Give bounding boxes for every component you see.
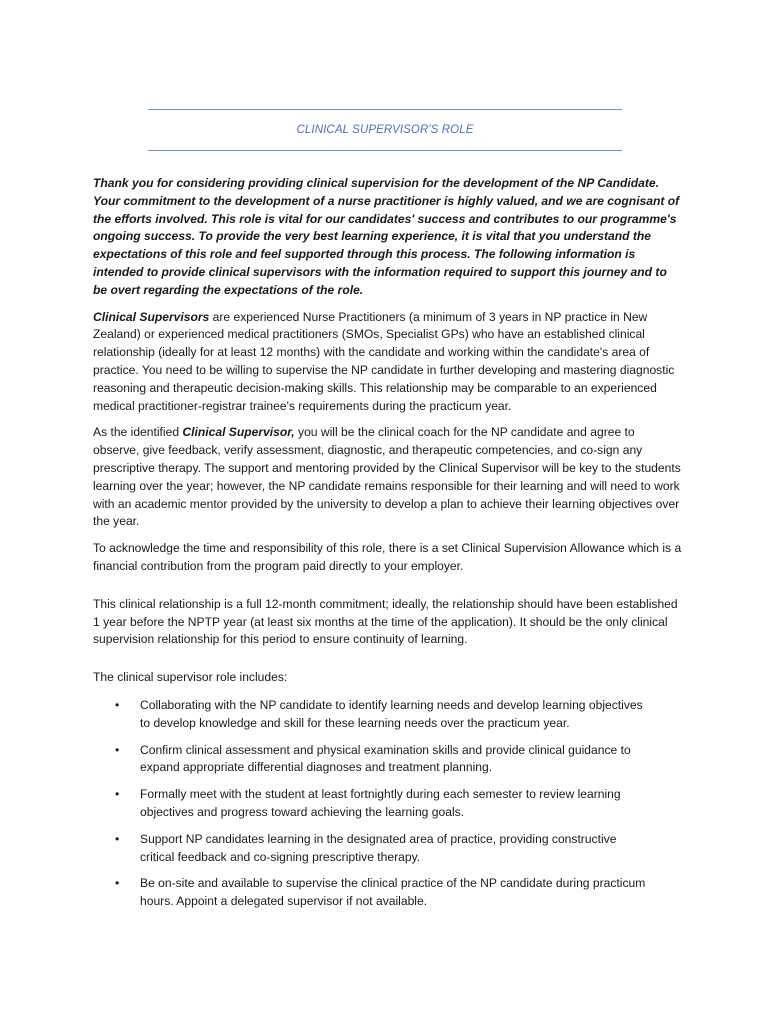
- list-item: [93, 875, 650, 911]
- header-rule-top: [148, 109, 622, 110]
- supervisors-text: are experienced Nurse Practitioners (a minimum of 3 years in NP practice in New Zealand) or experienced medical practitioners (SMOs, Specialist GPs) who have an established clinical relationship (ideally for at least 12 months) with the candidate and working within the candidate's area of practice. You need to be willing to supervise the NP candidate in further developing and mastering diagnostic reasoning and therapeutic decision-making skills. This relationship may be comparable to an experienced medical practitioner-registrar trainee's requirements during the practicum year.: [93, 309, 675, 413]
- roles-list: [93, 697, 683, 911]
- bullet-icon: •: [115, 787, 120, 802]
- list-item-text: Be on-site and available to supervise the clinical practice of the NP candidate during practicum hours. Appoint a delegated supervisor if not available.: [140, 876, 646, 909]
- intro-paragraph: Thank you for considering providing clinical supervision for the development of the NP Candidate. Your commitment to the development of a nurse practitioner is highly valued, and we are cognisant of the efforts involved. This role is vital for our candidates' success and contributes to our programme's ongoing success. To provide the very best learning experience, it is vital that you understand the expectations of this role and feel supported through this process. The following information is intended to provide clinical supervisors with the information required to support this journey and to be overt regarding the expectations of the role.: [93, 176, 680, 297]
- supervisors-paragraph: [93, 309, 683, 416]
- bullet-icon: •: [115, 876, 120, 891]
- identified-supervisor-paragraph: [93, 424, 683, 531]
- roles-intro: The clinical supervisor role includes:: [93, 670, 288, 685]
- commitment-paragraph: This clinical relationship is a full 12-month commitment; ideally, the relationship should have been established 1 year before the NPTP year (at least six months at the time of the application). It should be the only clinical supervision relationship for this period to ensure continuity of learning.: [93, 596, 678, 647]
- list-item-text: Formally meet with the student at least fortnightly during each semester to review learning objectives and progress toward achieving the learning goals.: [140, 787, 621, 819]
- page-title: CLINICAL SUPERVISOR'S ROLE: [296, 124, 474, 136]
- list-item: [93, 697, 650, 733]
- identified-before: As the identified: [93, 425, 183, 440]
- list-item-text: Support NP candidates learning in the designated area of practice, providing constructive critical feedback and co-signing prescriptive therapy.: [140, 831, 617, 864]
- list-item: [93, 742, 650, 778]
- bullet-icon: •: [115, 831, 120, 846]
- list-item-text: Confirm clinical assessment and physical examination skills and provide clinical guidance to expand appropriate differential diagnoses and treatment planning.: [140, 742, 631, 775]
- bullet-icon: •: [115, 697, 120, 712]
- allowance-paragraph: To acknowledge the time and responsibility of this role, there is a set Clinical Supervision Allowance which is a financial contribution from the program paid directly to your employer.: [93, 541, 682, 573]
- identified-lead: Clinical Supervisor,: [182, 425, 295, 440]
- header-rule-bottom: [148, 150, 622, 151]
- identified-text: you will be the clinical coach for the NP candidate and agree to observe, give feedback, verify assessment, diagnostic, and therapeutic competencies, and co-sign any prescriptive therapy. The support and mentoring provided by the Clinical Supervisor will be key to the students learning over the year; however, the NP candidate remains responsible for their learning and will need to work with an academic mentor provided by the university to develop a plan to achieve their learning objectives over the year.: [93, 425, 681, 529]
- list-item: [93, 831, 650, 867]
- bullet-icon: •: [115, 742, 120, 757]
- list-item-text: Collaborating with the NP candidate to identify learning needs and develop learning objectives to develop knowledge and skill for these learning needs over the practicum year.: [140, 697, 643, 730]
- list-item: [93, 786, 650, 822]
- document-body: [93, 175, 683, 920]
- supervisors-lead: Clinical Supervisors: [93, 309, 210, 324]
